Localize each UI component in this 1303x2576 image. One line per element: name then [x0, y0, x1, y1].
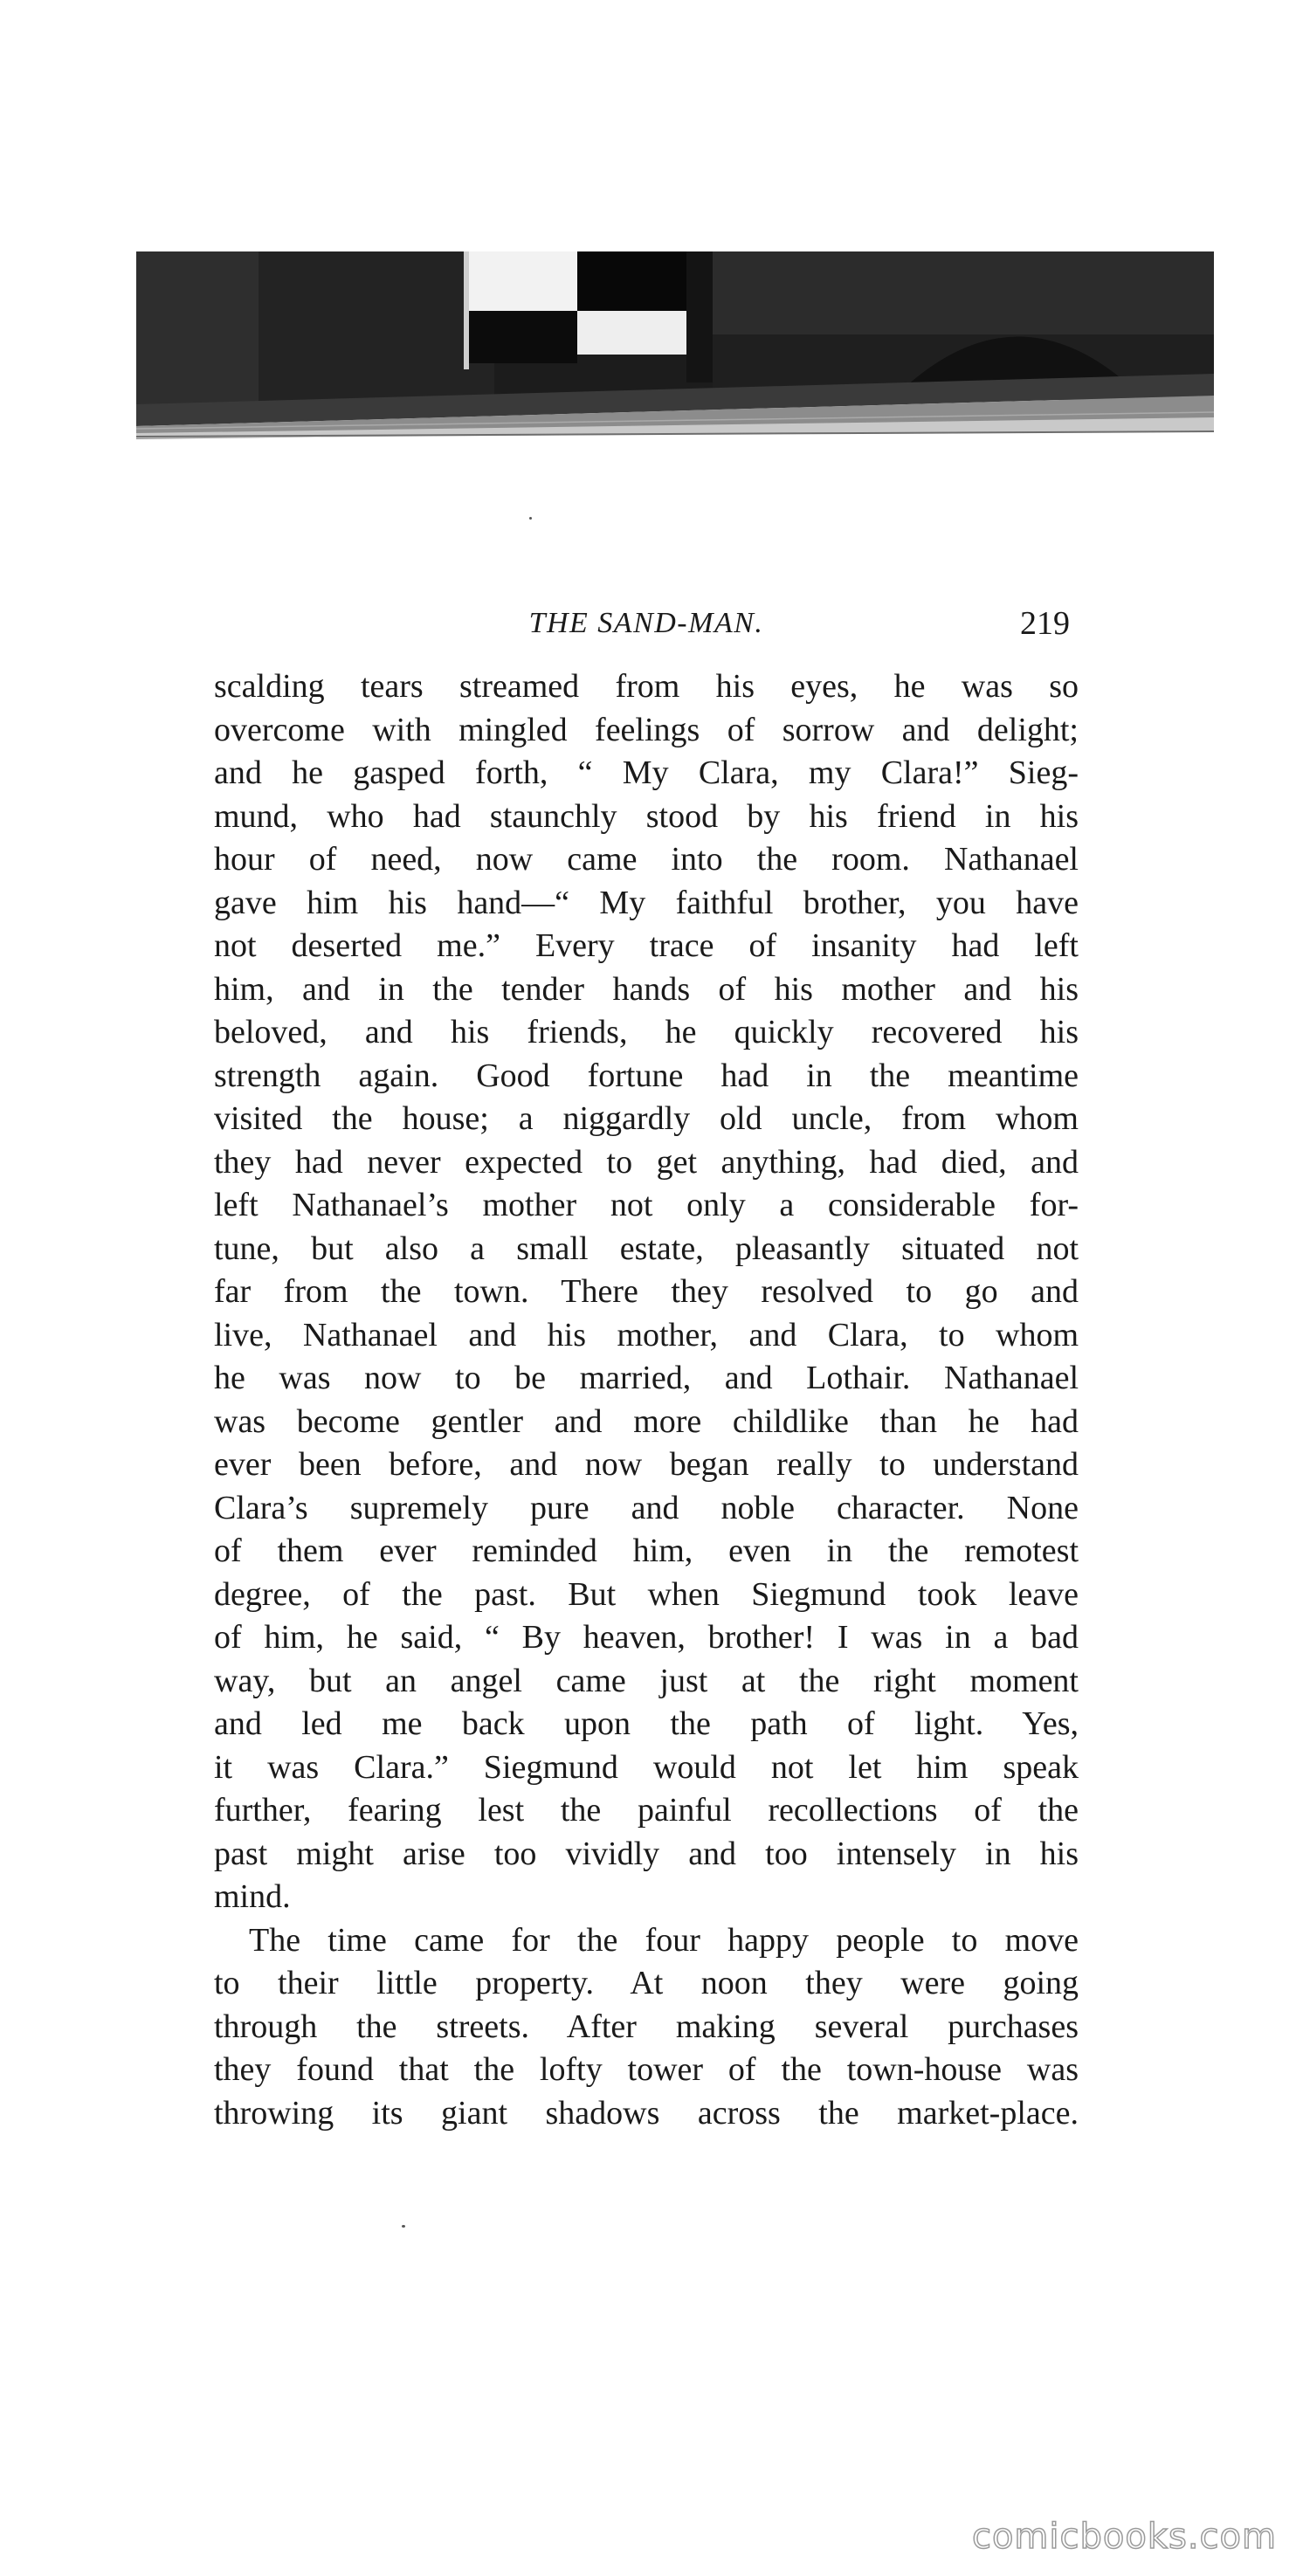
text-line: mind.	[214, 1878, 291, 1915]
text-line: ever been before, and now began really to understand	[214, 1446, 1079, 1483]
text-line: of him, he said, “ By heaven, brother! I was in a bad	[214, 1619, 1079, 1656]
text-line: Clara’s supremely pure and noble character. None	[214, 1489, 1079, 1526]
scanned-page-top-artifact	[136, 251, 1214, 442]
stray-ink-dot	[402, 2225, 405, 2228]
text-line: and led me back upon the path of light. Yes,	[214, 1705, 1079, 1742]
scan-artifact-image	[136, 251, 1214, 442]
text-line: and he gasped forth, “ My Clara, my Clara!” Sieg-	[214, 754, 1079, 791]
text-line: tune, but also a small estate, pleasantly situated not	[214, 1229, 1079, 1267]
text-line: left Nathanael’s mother not only a considerable for-	[214, 1187, 1079, 1223]
text-line: past might arise too vividly and too intensely in his	[214, 1835, 1079, 1872]
text-line: through the streets. After making several purchases	[214, 2008, 1079, 2045]
text-line: to their little property. At noon they were going	[214, 1965, 1079, 2001]
text-line: degree, of the past. But when Siegmund took leave	[214, 1575, 1079, 1613]
text-line: The time came for the four happy people to move	[249, 1921, 1079, 1959]
text-line: not deserted me.” Every trace of insanity had left	[214, 927, 1079, 964]
running-head	[214, 597, 1079, 650]
page-number: 219	[1020, 605, 1070, 642]
stray-ink-dot	[529, 517, 532, 520]
paragraph	[214, 1919, 1079, 2136]
text-line: hour of need, now came into the room. Nathanael	[214, 841, 1079, 878]
site-watermark: comicbooks.com	[971, 2517, 1277, 2557]
text-line: they had never expected to get anything, had died, and	[214, 1143, 1079, 1181]
text-line: it was Clara.” Siegmund would not let him speak	[214, 1748, 1079, 1786]
text-line: further, fearing lest the painful recollections of the	[214, 1792, 1079, 1829]
text-line: mund, who had staunchly stood by his friend in his	[214, 797, 1079, 835]
text-line: overcome with mingled feelings of sorrow and delight;	[214, 711, 1079, 748]
body-text	[214, 665, 1079, 2135]
text-line: beloved, and his friends, he quickly recovered his	[214, 1014, 1079, 1050]
text-line: of them ever reminded him, even in the remotest	[214, 1533, 1079, 1569]
text-line: gave him his hand—“ My faithful brother, you have	[214, 884, 1079, 921]
text-line: him, and in the tender hands of his mother and his	[214, 970, 1079, 1008]
text-line: throwing its giant shadows across the market-place.	[214, 2094, 1079, 2132]
text-line: they found that the lofty tower of the town-house was	[214, 2051, 1079, 2088]
text-line: far from the town. There they resolved to go and	[214, 1273, 1079, 1310]
text-line: way, but an angel came just at the right moment	[214, 1662, 1079, 1699]
text-line: visited the house; a niggardly old uncle, from whom	[214, 1100, 1079, 1137]
text-line: was become gentler and more childlike than he had	[214, 1402, 1079, 1440]
text-line: scalding tears streamed from his eyes, he was so	[214, 668, 1079, 705]
text-line: he was now to be married, and Lothair. Nathanael	[214, 1360, 1079, 1396]
text-line: live, Nathanael and his mother, and Clara, to whom	[214, 1316, 1079, 1353]
text-line: strength again. Good fortune had in the meantime	[214, 1057, 1079, 1094]
paragraph	[214, 665, 1079, 1919]
running-title: THE SAND-MAN.	[528, 607, 764, 639]
